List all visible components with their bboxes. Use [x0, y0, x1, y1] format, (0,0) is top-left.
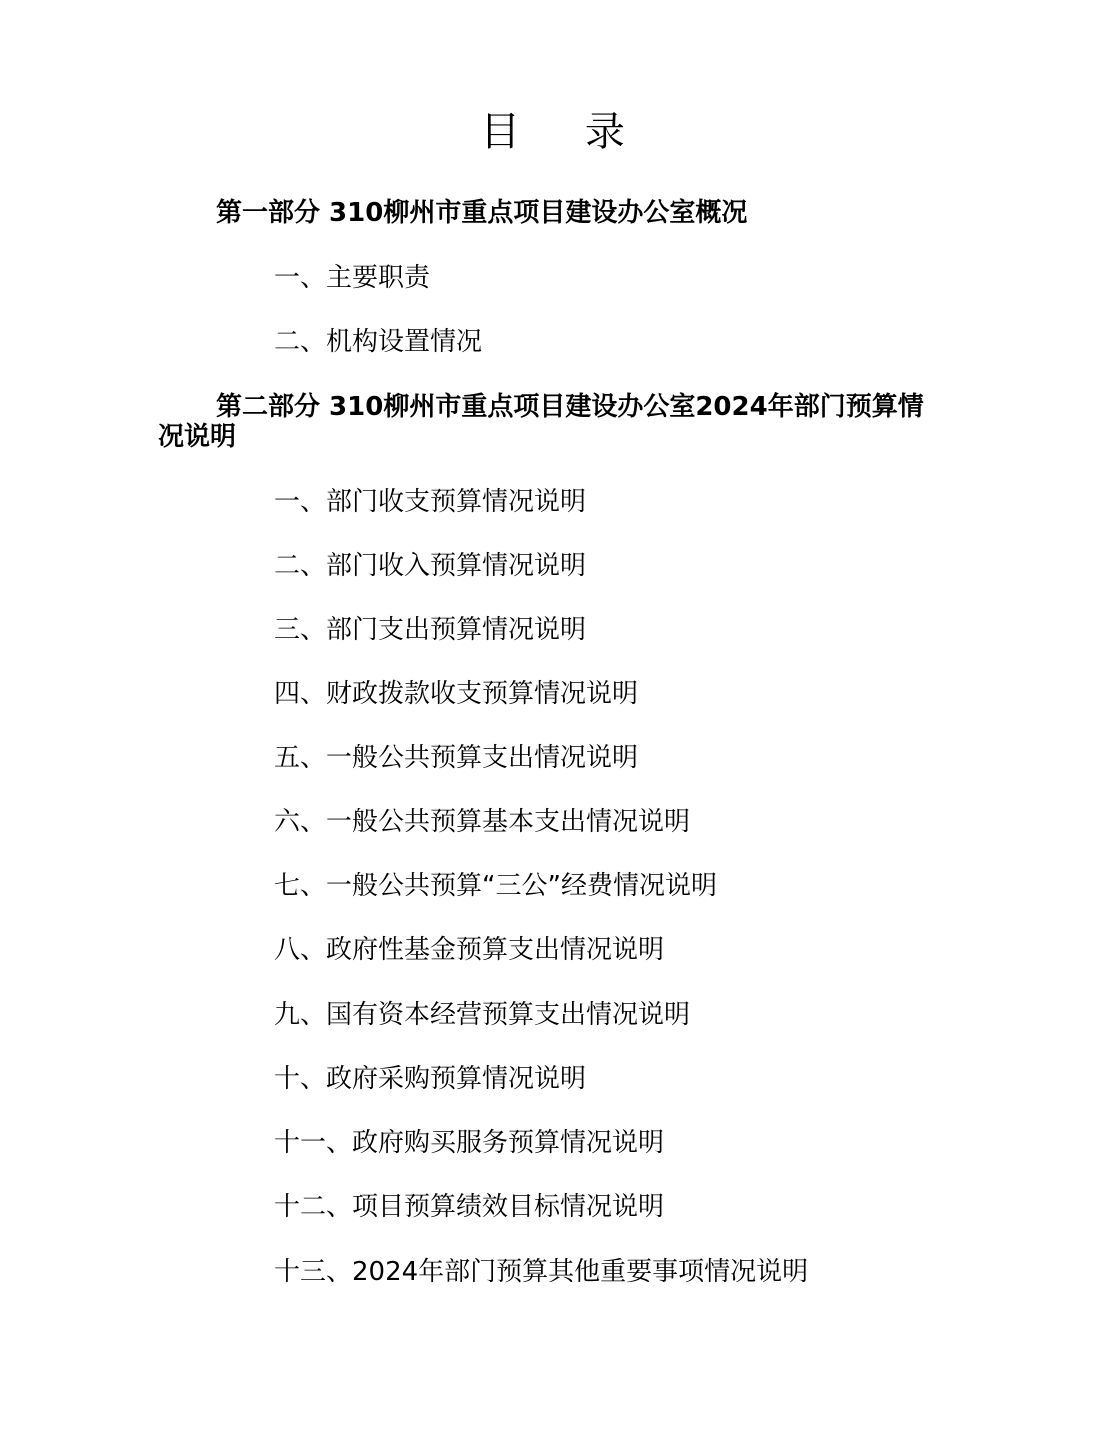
toc-item: 三、部门支出预算情况说明 [274, 615, 587, 645]
part2-heading: 第二部分 310柳州市重点项目建设办公室2024年部门预算情况说明 [158, 392, 924, 452]
part1-heading: 第一部分 310柳州市重点项目建设办公室概况 [216, 198, 748, 228]
toc-item: 九、国有资本经营预算支出情况说明 [274, 1000, 691, 1030]
toc-item: 十一、政府购买服务预算情况说明 [274, 1128, 665, 1158]
toc-item: 十二、项目预算绩效目标情况说明 [274, 1192, 665, 1222]
toc-item: 一、主要职责 [274, 263, 431, 293]
toc-item: 六、一般公共预算基本支出情况说明 [274, 807, 691, 837]
toc-item: 八、政府性基金预算支出情况说明 [274, 935, 665, 965]
toc-item: 十三、2024年部门预算其他重要事项情况说明 [274, 1257, 809, 1287]
toc-item: 四、财政拨款收支预算情况说明 [274, 679, 639, 709]
page-title: 目 录 [480, 109, 651, 155]
toc-item: 七、一般公共预算“三公”经费情况说明 [274, 871, 717, 901]
toc-item: 十、政府采购预算情况说明 [274, 1064, 587, 1094]
toc-item: 一、部门收支预算情况说明 [274, 487, 587, 517]
toc-item: 二、机构设置情况 [274, 327, 483, 357]
toc-item: 五、一般公共预算支出情况说明 [274, 743, 639, 773]
toc-item: 二、部门收入预算情况说明 [274, 551, 587, 581]
